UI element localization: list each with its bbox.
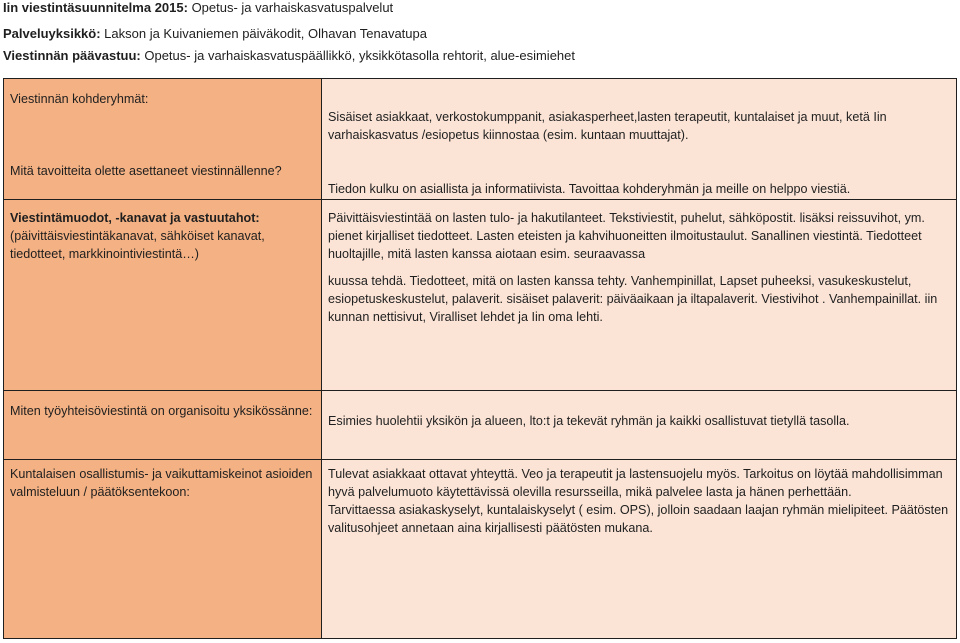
document-title-bold: Iin viestintäsuunnitelma 2015: [3, 0, 188, 15]
channels-label [10, 209, 315, 263]
channels-label-note: (päivittäisviestintäkanavat, sähköiset kanavat, tiedotteet, markkinointiviestintä…) [10, 229, 265, 261]
goals-label: Mitä tavoitteita olette asettaneet viestinnällenne? [10, 164, 282, 178]
participation-label: Kuntalaisen osallistumis- ja vaikuttamiskeinot asioiden valmisteluun / päätöksentekoon: [10, 467, 313, 499]
target-groups-text: Sisäiset asiakkaat, verkostokumppanit, asiakasperheet,lasten terapeutit, kuntalaiset ja muut, ketä Iin varhaiskasvatus /esiopetus kiinnostaa (esim. kuntaan muuttajat). [328, 110, 887, 142]
target-groups-label: Viestinnän kohderyhmät: [10, 92, 149, 106]
goals-text: Tiedon kulku on asiallista ja informatiivista. Tavoittaa kohderyhmän ja meille on helppo viestiä. [328, 182, 851, 196]
document-title-rest: Opetus- ja varhaiskasvatuspalvelut [187, 0, 394, 15]
workplace-communication-label: Miten työyhteisöviestintä on organisoitu yksikössänne: [10, 404, 313, 418]
responsibility-line [3, 48, 575, 64]
row-content-cell [322, 200, 957, 391]
participation-text-part2: Tarvittaessa asiakaskyselyt, kuntalaiskyselyt ( esim. OPS), jolloin saadaan laajan ryhmän mielipiteet. Päätösten valitusohjeet annetaan aina kirjallisesti päätösten mukana. [328, 503, 949, 535]
row-content-cell [322, 391, 957, 460]
row-label-cell [4, 391, 322, 460]
service-unit-label: Palveluyksikkö: [3, 26, 101, 41]
communication-plan-table [3, 78, 957, 639]
participation-text-part1: Tulevat asiakkaat ottavat yhteyttä. Veo ja terapeutit ja lastensuojelu myös. Tarkoitus on löytää mahdollisimman hyvä palvelumuoto käytettävissä olevilla resursseilla, mikä palvelee lasta ja hänen perhettään. [328, 467, 943, 499]
row-content-cell [322, 460, 957, 639]
channels-text-part2: kuussa tehdä. Tiedotteet, mitä on lasten kanssa tehty. Vanhempinillat, Lapset puheeksi, vasukeskustelut, esiopetuskeskustelut, palaverit. sisäiset palaverit: päiväaikaan ja iltapalaverit. Viestivihot . Vanhempainillat. iin kunnan nettisivut, Viralliset lehdet ja Iin oma lehti. [328, 274, 938, 324]
row-label-cell [4, 200, 322, 391]
service-unit-value: Lakson ja Kuivaniemen päiväkodit, Olhavan Tenavatupa [100, 26, 427, 41]
row-content-cell [322, 79, 957, 200]
channels-text-part1: Päivittäisviestintää on lasten tulo- ja hakutilanteet. Tekstiviestit, puhelut, sähköpostit. lisäksi reissuvihot, ym. pienet kirjalliset tiedotteet. Lasten eteisten ja kahvihuoneitten ilmoitustaulut. Sanallinen viestintä. Tiedotteet huoltajille, mitä lasten kanssa aiotaan esim. seuraavassa [328, 211, 925, 261]
table-row [4, 79, 957, 200]
table-row [4, 391, 957, 460]
table-row [4, 200, 957, 391]
workplace-communication-text: Esimies huolehtii yksikön ja alueen, lto:t ja tekevät ryhmän ja kaikki osallistuvat tietyllä tasolla. [328, 414, 850, 428]
responsibility-label: Viestinnän päävastuu: [3, 48, 141, 63]
service-unit-line [3, 26, 427, 42]
responsibility-value: Opetus- ja varhaiskasvatuspäällikkö, yksikkötasolla rehtorit, alue-esimiehet [140, 48, 575, 63]
table-row [4, 460, 957, 639]
document-title [3, 0, 393, 16]
row-label-cell [4, 79, 322, 200]
channels-label-bold: Viestintämuodot, -kanavat ja vastuutahot: [10, 211, 260, 225]
row-label-cell [4, 460, 322, 639]
